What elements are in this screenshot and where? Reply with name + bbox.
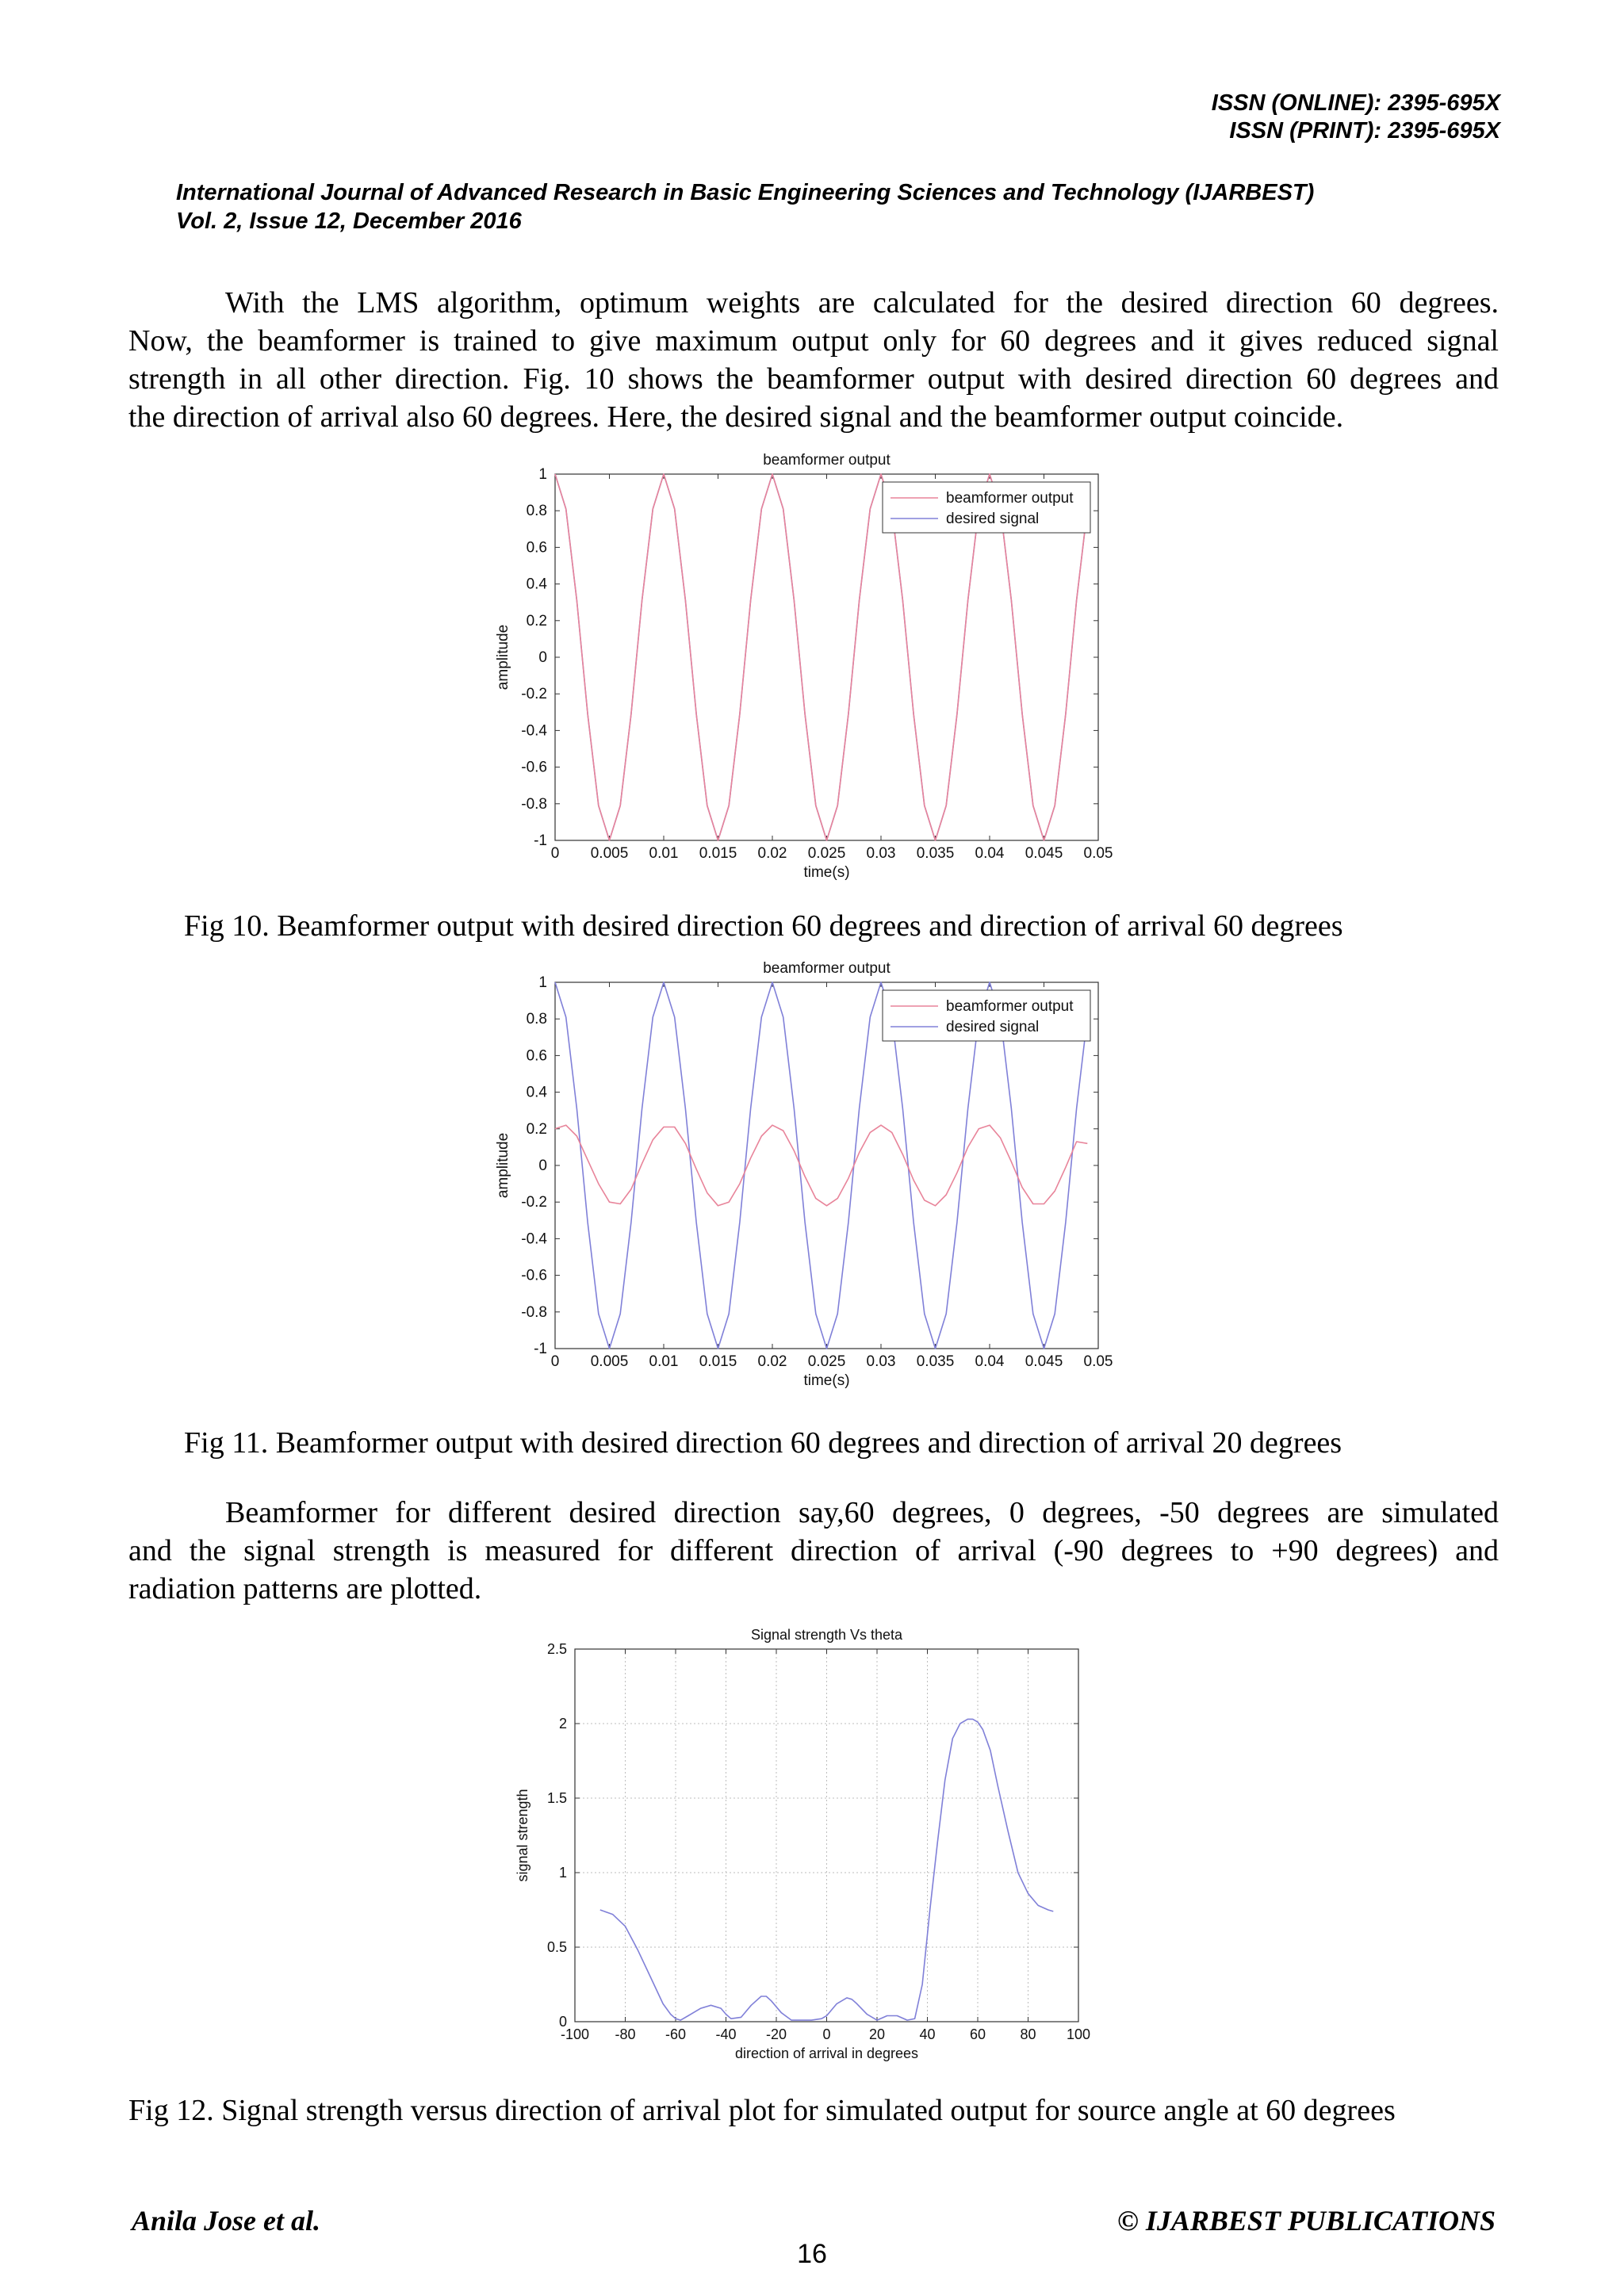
- y-tick-label: 0.2: [526, 1120, 547, 1138]
- beamformer-output-line: [555, 1125, 1087, 1206]
- issn-print: ISSN (PRINT): 2395-695X: [1229, 118, 1500, 144]
- y-tick-label: 0.4: [526, 576, 547, 593]
- footer-author: Anila Jose et al.: [132, 2205, 321, 2237]
- x-tick-label: -80: [615, 2026, 636, 2042]
- y-tick-label: 0.4: [526, 1084, 547, 1101]
- paragraph-1-line: strength in all other direction. Fig. 10 shows the beamformer output with desired direction 60 degrees and: [128, 362, 1499, 396]
- x-tick-label: -100: [560, 2026, 590, 2042]
- chart-title: Signal strength Vs theta: [750, 1627, 903, 1643]
- y-tick-label: -1: [534, 832, 547, 849]
- journal-title: International Journal of Advanced Research in Basic Engineering Sciences and Technology (IJARBEST): [176, 180, 1315, 205]
- figure-12-caption: Fig 12. Signal strength versus direction of arrival plot for simulated output for source angle at 60 degrees: [128, 2094, 1396, 2127]
- x-tick-label: -40: [715, 2026, 737, 2042]
- paragraph-2: [128, 1494, 1499, 1608]
- y-tick-label: 1: [538, 466, 547, 483]
- paragraph-2-line: Beamformer for different desired direction say,60 degrees, 0 degrees, -50 degrees are simulated: [225, 1496, 1499, 1529]
- y-tick-label: 0: [538, 1158, 547, 1174]
- x-tick-label: 0.05: [1083, 845, 1113, 862]
- y-tick-label: -0.4: [521, 722, 547, 740]
- y-tick-label: 1.5: [546, 1790, 567, 1806]
- paragraph-1-line: Now, the beamformer is trained to give maximum output only for 60 degrees and it gives reduced signal: [128, 324, 1499, 358]
- x-tick-label: 0.025: [807, 1353, 846, 1370]
- x-tick-label: 0.02: [757, 845, 787, 862]
- issn-online: ISSN (ONLINE): 2395-695X: [1211, 90, 1500, 116]
- x-tick-label: 0.02: [757, 1353, 787, 1370]
- y-tick-label: -0.6: [521, 1267, 547, 1284]
- y-tick-label: 0.6: [526, 1047, 547, 1065]
- x-axis-label: direction of arrival in degrees: [734, 2045, 919, 2061]
- paragraph-1: [128, 284, 1499, 436]
- x-tick-label: 0.03: [866, 845, 896, 862]
- y-tick-label: 1: [558, 1865, 567, 1881]
- y-tick-label: -0.6: [521, 759, 547, 776]
- x-tick-label: 40: [919, 2026, 936, 2042]
- chart-title: beamformer output: [763, 960, 891, 977]
- y-tick-label: -0.8: [521, 1303, 547, 1321]
- y-tick-label: 2: [558, 1716, 567, 1732]
- x-tick-label: 0.025: [807, 845, 846, 862]
- x-tick-label: 0: [550, 845, 560, 862]
- legend-label: desired signal: [946, 511, 1040, 527]
- figure-12-chart: [508, 1617, 1110, 2069]
- y-tick-label: 0.8: [526, 503, 547, 520]
- x-tick-label: 0.045: [1025, 845, 1063, 862]
- paragraph-1-line: the direction of arrival also 60 degrees. Here, the desired signal and the beamformer output coincide.: [128, 400, 1344, 434]
- paragraph-1-line: With the LMS algorithm, optimum weights are calculated for the desired direction 60 degrees.: [225, 286, 1499, 320]
- y-tick-label: 0: [558, 2014, 567, 2030]
- y-tick-label: 0.6: [526, 539, 547, 557]
- x-tick-label: 0.035: [916, 845, 955, 862]
- figure-10-chart: [476, 444, 1126, 888]
- y-tick-label: 0.5: [546, 1939, 567, 1955]
- y-tick-label: -0.2: [521, 1194, 547, 1211]
- y-tick-label: -0.4: [521, 1230, 547, 1248]
- y-axis-label: amplitude: [495, 1132, 511, 1199]
- x-tick-label: 0.015: [699, 1353, 737, 1370]
- x-tick-label: 0.05: [1083, 1353, 1113, 1370]
- x-tick-label: 0.04: [975, 1353, 1005, 1370]
- chart-title: beamformer output: [763, 452, 891, 469]
- y-axis-label: amplitude: [495, 624, 511, 691]
- x-tick-label: 60: [969, 2026, 986, 2042]
- y-tick-label: 0.8: [526, 1011, 547, 1028]
- x-tick-label: 80: [1020, 2026, 1036, 2042]
- x-tick-label: -60: [665, 2026, 687, 2042]
- paragraph-2-line: radiation patterns are plotted.: [128, 1572, 482, 1605]
- x-tick-label: 20: [868, 2026, 886, 2042]
- figure-10-caption: Fig 10. Beamformer output with desired direction 60 degrees and direction of arrival 60 degrees: [184, 909, 1343, 943]
- x-tick-label: 0.005: [590, 845, 629, 862]
- x-tick-label: 0.01: [649, 1353, 679, 1370]
- legend-label: beamformer output: [946, 490, 1074, 507]
- footer-publisher: © IJARBEST PUBLICATIONS: [1116, 2205, 1496, 2237]
- legend-label: desired signal: [946, 1019, 1040, 1035]
- legend-label: beamformer output: [946, 998, 1074, 1015]
- x-tick-label: 0.005: [590, 1353, 629, 1370]
- x-tick-label: 100: [1066, 2026, 1091, 2042]
- y-tick-label: 0.2: [526, 612, 547, 629]
- x-axis-label: time(s): [803, 864, 850, 881]
- figure-11-chart: [476, 952, 1126, 1396]
- x-axis-label: time(s): [803, 1372, 850, 1389]
- x-tick-label: 0.01: [649, 845, 679, 862]
- y-tick-label: -0.8: [521, 795, 547, 813]
- x-tick-label: 0.015: [699, 845, 737, 862]
- x-tick-label: -20: [765, 2026, 787, 2042]
- y-tick-label: -1: [534, 1341, 547, 1357]
- x-tick-label: 0.035: [916, 1353, 955, 1370]
- x-tick-label: 0: [822, 2026, 831, 2042]
- y-tick-label: 1: [538, 974, 547, 991]
- y-tick-label: -0.2: [521, 686, 547, 703]
- x-tick-label: 0.03: [866, 1353, 896, 1370]
- figure-11-caption: Fig 11. Beamformer output with desired direction 60 degrees and direction of arrival 20 degrees: [184, 1426, 1342, 1460]
- x-tick-label: 0: [550, 1353, 560, 1370]
- journal-volume: Vol. 2, Issue 12, December 2016: [176, 209, 522, 234]
- page-number: 16: [797, 2239, 827, 2269]
- y-tick-label: 2.5: [546, 1641, 567, 1657]
- x-tick-label: 0.04: [975, 845, 1005, 862]
- y-axis-label: signal strength: [515, 1789, 530, 1882]
- x-tick-label: 0.045: [1025, 1353, 1063, 1370]
- paragraph-2-line: and the signal strength is measured for different direction of arrival (-90 degrees to +90 degrees) and: [128, 1534, 1499, 1567]
- y-tick-label: 0: [538, 649, 547, 666]
